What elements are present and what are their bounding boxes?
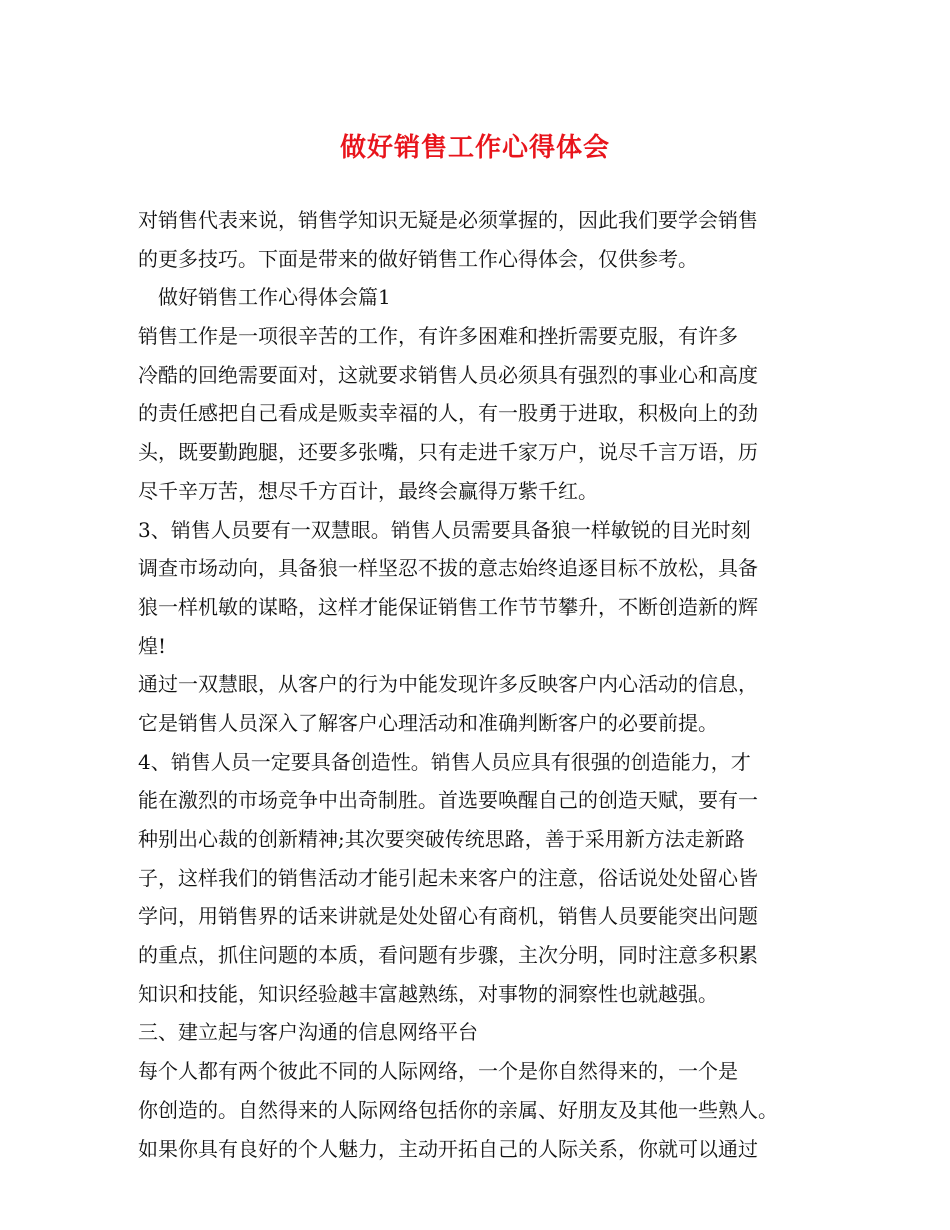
text-line: 子，这样我们的销售活动才能引起未来客户的注意，俗话说处处留心皆 — [138, 865, 758, 890]
text-line: 能在激烈的市场竞争中出奇制胜。首选要唤醒自己的创造天赋，要有一 — [138, 788, 758, 813]
text-line: 煌! — [138, 633, 167, 658]
text-line: 学问，用销售界的话来讲就是处处留心有商机，销售人员要能突出问题 — [138, 904, 758, 929]
text-line: 每个人都有两个彼此不同的人际网络，一个是你自然得来的，一个是 — [138, 1059, 738, 1084]
text-line: 调查市场动向，具备狼一样坚忍不拔的意志始终追逐目标不放松，具备 — [138, 556, 758, 581]
text-line: 通过一双慧眼，从客户的行为中能发现许多反映客户内心活动的信息， — [138, 672, 758, 697]
text-line: 对销售代表来说，销售学知识无疑是必须掌握的，因此我们要学会销售 — [138, 208, 758, 232]
text-line: 3、销售人员要有一双慧眼。销售人员需要具备狼一样敏锐的目光时刻 — [138, 517, 751, 542]
text-line: 销售工作是一项很辛苦的工作，有许多困难和挫折需要克服，有许多 — [138, 324, 738, 349]
text-line: 如果你具有良好的个人魅力，主动开拓自己的人际关系，你就可以通过 — [138, 1136, 758, 1161]
document-title: 做好销售工作心得体会 — [339, 133, 610, 163]
text-line: 4、销售人员一定要具备创造性。销售人员应具有很强的创造能力，才 — [138, 749, 751, 774]
text-line: 狼一样机敏的谋略，这样才能保证销售工作节节攀升，不断创造新的辉 — [138, 594, 758, 619]
text-line: 头，既要勤跑腿，还要多张嘴，只有走进千家万户，说尽千言万语，历 — [138, 440, 758, 465]
text-line: 冷酷的回绝需要面对，这就要求销售人员必须具有强烈的事业心和高度 — [138, 362, 758, 387]
document-body — [138, 201, 828, 1168]
text-line: 它是销售人员深入了解客户心理活动和准确判断客户的必要前提。 — [138, 710, 718, 735]
text-line: 尽千辛万苦，想尽千方百计，最终会赢得万紫千红。 — [138, 478, 598, 503]
text-line: 知识和技能，知识经验越丰富越熟练，对事物的洞察性也就越强。 — [138, 981, 718, 1006]
section-heading: 三、建立起与客户沟通的信息网络平台 — [138, 1020, 478, 1045]
text-line: 你创造的。自然得来的人际网络包括你的亲属、好朋友及其他一些熟人。 — [138, 1097, 778, 1122]
text-line: 的责任感把自己看成是贩卖幸福的人，有一股勇于进取，积极向上的劲 — [138, 401, 758, 426]
text-line: 的重点，抓住问题的本质，看问题有步骤，主次分明，同时注意多积累 — [138, 943, 758, 968]
text-line: 的更多技巧。下面是带来的做好销售工作心得体会，仅供参考。 — [138, 246, 698, 271]
text-line: 种别出心裁的创新精神;其次要突破传统思路，善于采用新方法走新路 — [138, 827, 745, 851]
section-heading: 做好销售工作心得体会篇1 — [138, 285, 391, 310]
